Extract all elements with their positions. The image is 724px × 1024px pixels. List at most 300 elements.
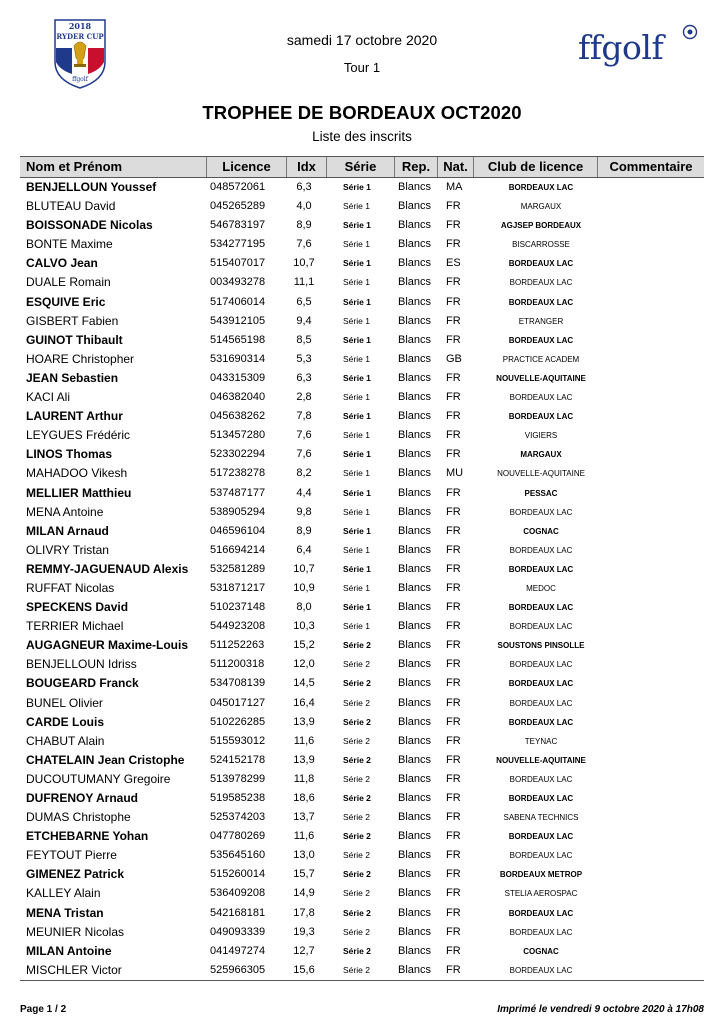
cell-licence: 531690314 <box>210 352 266 365</box>
cell-name: MISCHLER Victor <box>26 962 122 977</box>
cell-club: BORDEAUX LAC <box>509 660 573 670</box>
cell-club: BORDEAUX LAC <box>508 832 574 842</box>
cell-club: NOUVELLE-AQUITAINE <box>497 469 585 479</box>
cell-name: CHATELAIN Jean Cristophe <box>26 752 185 767</box>
cell-serie: Série 1 <box>343 563 371 574</box>
cell-nat: FR <box>446 505 461 518</box>
table-row <box>20 770 704 789</box>
cell-name: MELLIER Matthieu <box>26 485 132 500</box>
cell-serie: Série 1 <box>343 201 370 212</box>
cell-rep: Blancs <box>398 467 432 480</box>
cell-serie: Série 2 <box>343 793 371 803</box>
cell-idx: 18,6 <box>293 792 315 804</box>
cell-idx: 7,6 <box>296 238 312 251</box>
cell-licence: 543912105 <box>210 314 266 327</box>
cell-licence: 510237148 <box>210 601 266 614</box>
cell-idx: 7,6 <box>296 448 312 461</box>
cell-serie: Série 2 <box>343 697 370 708</box>
col-header-club: Club de licence <box>473 157 597 177</box>
cell-rep: Blancs <box>398 429 432 442</box>
cell-idx: 13,0 <box>293 849 315 862</box>
cell-idx: 9,8 <box>296 505 312 518</box>
cell-club: BORDEAUX LAC <box>508 183 574 192</box>
cell-serie: Série 2 <box>343 907 371 918</box>
cell-name: BLUTEAU David <box>26 199 116 214</box>
cell-idx: 7,6 <box>296 429 312 442</box>
cell-name: LEYGUES Frédéric <box>26 428 131 443</box>
cell-club: MARGAUX <box>520 202 562 212</box>
cell-name: CALVO Jean <box>26 256 98 271</box>
cell-rep: Blancs <box>398 486 432 499</box>
table-row <box>20 235 704 254</box>
cell-nat: FR <box>446 543 461 556</box>
table-row <box>20 694 704 713</box>
page-title: TROPHEE DE BORDEAUX OCT2020 <box>202 102 522 123</box>
table-row <box>20 598 704 617</box>
cell-name: SPECKENS David <box>26 600 129 615</box>
cell-club: BORDEAUX LAC <box>509 278 573 288</box>
cell-licence: 046382040 <box>210 391 266 404</box>
event-date: samedi 17 octobre 2020 <box>286 32 438 48</box>
logo-line: RYDER CUP <box>56 32 104 41</box>
cell-licence: 510226285 <box>210 715 266 728</box>
cell-club: BORDEAUX LAC <box>509 545 573 555</box>
cell-idx: 17,8 <box>293 906 315 919</box>
cell-licence: 043315309 <box>210 371 266 384</box>
cell-club: TEYNAC <box>524 736 558 746</box>
cell-rep: Blancs <box>398 562 432 575</box>
cell-name: BONTE Maxime <box>26 237 113 252</box>
cell-licence: 537487177 <box>210 486 266 499</box>
cell-nat: FR <box>446 486 461 499</box>
cell-nat: FR <box>446 906 461 919</box>
cell-nat: FR <box>446 601 461 614</box>
cell-serie: Série 1 <box>343 353 370 364</box>
cell-serie: Série 1 <box>343 239 370 250</box>
cell-idx: 16,4 <box>293 696 315 709</box>
cell-club: BISCARROSSE <box>512 240 570 250</box>
cell-idx: 8,5 <box>296 333 312 346</box>
cell-name: DUFRENOY Arnaud <box>26 791 139 805</box>
cell-club: MARGAUX <box>520 450 562 460</box>
cell-nat: FR <box>446 429 461 442</box>
logo-brand: ffgolf <box>72 76 88 83</box>
cell-licence: 517406014 <box>210 295 266 308</box>
cell-idx: 11,1 <box>293 276 315 289</box>
cell-name: BOUGEARD Franck <box>26 676 139 691</box>
table-row <box>20 827 704 846</box>
cell-club: PRACTICE ACADEM <box>502 354 580 364</box>
cell-licence: 516694214 <box>210 543 266 556</box>
cell-rep: Blancs <box>398 830 432 843</box>
cell-serie: Série 2 <box>343 964 370 975</box>
cell-nat: FR <box>446 562 461 575</box>
cell-nat: GB <box>446 352 462 365</box>
cell-rep: Blancs <box>398 734 432 747</box>
ryder-cup-logo <box>52 18 108 90</box>
cell-rep: Blancs <box>398 219 432 232</box>
cell-name: MENA Tristan <box>26 905 104 920</box>
cell-name: MENA Antoine <box>26 504 104 519</box>
cell-licence: 536409208 <box>210 887 266 900</box>
cell-rep: Blancs <box>398 868 432 881</box>
cell-licence: 514565198 <box>210 333 266 346</box>
cell-rep: Blancs <box>398 963 432 976</box>
cell-idx: 15,2 <box>293 639 315 652</box>
cell-nat: FR <box>446 200 461 213</box>
table-bottom-rule <box>20 980 704 981</box>
table-row <box>20 865 704 884</box>
cell-rep: Blancs <box>398 753 432 766</box>
table-row <box>20 560 704 579</box>
cell-licence: 511252263 <box>210 639 265 652</box>
cell-idx: 15,6 <box>293 963 315 976</box>
cell-nat: FR <box>446 371 461 384</box>
cell-rep: Blancs <box>398 772 432 785</box>
cell-rep: Blancs <box>398 448 432 461</box>
cell-licence: 525966305 <box>210 963 266 976</box>
cell-idx: 4,0 <box>296 200 312 213</box>
cell-club: BORDEAUX LAC <box>508 908 574 918</box>
cell-idx: 8,0 <box>296 601 312 614</box>
cell-name: FEYTOUT Pierre <box>26 848 117 863</box>
cell-licence: 513978299 <box>210 772 266 785</box>
table-row <box>20 503 704 522</box>
cell-nat: FR <box>446 734 461 747</box>
cell-serie: Série 1 <box>343 468 370 479</box>
cell-rep: Blancs <box>398 906 432 919</box>
table-row <box>20 541 704 560</box>
cell-licence: 534277195 <box>210 238 266 251</box>
cell-club: BORDEAUX LAC <box>508 335 574 345</box>
cell-idx: 8,2 <box>296 467 312 480</box>
cell-club: BORDEAUX LAC <box>508 603 574 613</box>
cell-club: BORDEAUX LAC <box>508 679 574 689</box>
cell-serie: Série 1 <box>343 602 371 613</box>
cell-rep: Blancs <box>398 352 432 365</box>
table-row <box>20 426 704 445</box>
cell-rep: Blancs <box>398 295 432 308</box>
cell-idx: 9,4 <box>296 314 312 327</box>
table-row <box>20 197 704 216</box>
col-header-licence: Licence <box>206 157 286 177</box>
cell-idx: 6,4 <box>296 543 312 556</box>
cell-nat: FR <box>446 944 461 957</box>
cell-licence: 517238278 <box>210 467 266 480</box>
cell-club: BORDEAUX LAC <box>508 794 574 803</box>
cell-name: MILAN Antoine <box>26 943 112 958</box>
cell-licence: 515407017 <box>210 257 266 270</box>
cell-rep: Blancs <box>398 276 432 289</box>
cell-nat: ES <box>446 257 461 270</box>
cell-name: ESQUIVE Eric <box>26 294 106 309</box>
cell-rep: Blancs <box>398 371 432 384</box>
cell-rep: Blancs <box>398 391 432 404</box>
cell-club: COGNAC <box>523 526 559 536</box>
cell-nat: FR <box>446 524 461 537</box>
cell-rep: Blancs <box>398 505 432 518</box>
cell-rep: Blancs <box>398 792 432 804</box>
cell-idx: 4,4 <box>296 486 312 499</box>
cell-serie: Série 1 <box>343 506 370 517</box>
cell-serie: Série 2 <box>343 945 371 956</box>
cell-name: LINOS Thomas <box>26 447 113 462</box>
cell-name: MILAN Arnaud <box>26 523 109 538</box>
cell-name: BENJELLOUN Youssef <box>26 180 157 194</box>
table-row <box>20 655 704 674</box>
cell-rep: Blancs <box>398 677 432 690</box>
cell-idx: 11,6 <box>293 734 315 747</box>
print-date: Imprimé le vendredi 9 octobre 2020 à 17h08 <box>497 1004 704 1015</box>
cell-rep: Blancs <box>398 639 432 652</box>
cell-licence: 534708139 <box>210 677 266 690</box>
cell-serie: Série 2 <box>343 716 371 727</box>
cell-name: KALLEY Alain <box>26 886 101 901</box>
round-label: Tour 1 <box>343 60 381 75</box>
col-header-comment: Commentaire <box>597 157 704 177</box>
cell-name: GISBERT Fabien <box>26 313 119 328</box>
cell-nat: FR <box>446 276 461 289</box>
cell-serie: Série 1 <box>343 258 371 269</box>
cell-name: TERRIER Michael <box>26 619 124 634</box>
cell-nat: FR <box>446 658 461 671</box>
cell-licence: 511200318 <box>210 658 265 671</box>
cell-licence: 049093339 <box>210 925 266 938</box>
cell-name: LAURENT Arthur <box>26 409 123 424</box>
cell-club: BORDEAUX LAC <box>508 412 574 422</box>
cell-serie: Série 1 <box>343 277 370 288</box>
cell-licence: 048572061 <box>210 181 266 193</box>
cell-name: HOARE Christopher <box>26 351 135 366</box>
cell-serie: Série 2 <box>343 640 371 651</box>
registrants-table <box>20 156 704 981</box>
table-row <box>20 674 704 693</box>
cell-rep: Blancs <box>398 620 432 633</box>
page-number: Page 1 / 2 <box>20 1004 67 1015</box>
cell-nat: FR <box>446 581 461 594</box>
cell-idx: 11,8 <box>293 772 315 785</box>
table-row <box>20 216 704 235</box>
cell-rep: Blancs <box>398 581 432 594</box>
cell-idx: 19,3 <box>293 925 315 938</box>
cell-serie: Série 2 <box>343 869 371 880</box>
cell-nat: FR <box>446 811 461 824</box>
cell-rep: Blancs <box>398 849 432 862</box>
cell-name: MAHADOO Vikesh <box>26 466 128 481</box>
table-row <box>20 254 704 273</box>
table-row <box>20 923 704 942</box>
cell-serie: Série 1 <box>343 487 371 498</box>
cell-name: CARDE Louis <box>26 714 104 729</box>
cell-idx: 10,3 <box>293 620 315 633</box>
table-row <box>20 369 704 388</box>
cell-licence: 003493278 <box>210 276 266 289</box>
cell-nat: FR <box>446 448 461 461</box>
cell-idx: 8,9 <box>296 219 312 232</box>
table-row <box>20 617 704 636</box>
cell-rep: Blancs <box>398 887 432 900</box>
cell-club: MEDOC <box>526 583 556 593</box>
cell-licence: 544923208 <box>210 620 266 633</box>
table-row <box>20 732 704 751</box>
table-row <box>20 484 704 503</box>
cell-nat: FR <box>446 792 461 804</box>
cell-nat: FR <box>446 753 461 766</box>
ffgolf-logo-text: ffgolf <box>578 28 664 67</box>
cell-name: CHABUT Alain <box>26 733 105 748</box>
cell-club: SABENA TECHNICS <box>503 813 579 823</box>
table-row <box>20 579 704 598</box>
table-body <box>20 178 704 980</box>
cell-idx: 6,3 <box>296 371 312 384</box>
table-row <box>20 331 704 350</box>
cell-serie: Série 1 <box>343 430 370 441</box>
cell-serie: Série 1 <box>343 525 371 536</box>
cell-serie: Série 1 <box>343 315 370 326</box>
cell-rep: Blancs <box>398 944 432 957</box>
cell-rep: Blancs <box>398 715 432 728</box>
cell-serie: Série 1 <box>343 449 371 460</box>
cell-idx: 2,8 <box>296 391 312 404</box>
cell-licence: 532581289 <box>210 562 266 575</box>
table-row <box>20 178 704 197</box>
cell-club: BORDEAUX LAC <box>509 698 573 708</box>
cell-serie: Série 1 <box>343 621 370 632</box>
cell-nat: FR <box>446 715 461 728</box>
cell-rep: Blancs <box>398 658 432 671</box>
cell-licence: 535645160 <box>210 849 266 862</box>
cell-idx: 12,0 <box>293 658 315 671</box>
cell-licence: 531871217 <box>210 581 266 594</box>
cell-rep: Blancs <box>398 257 432 270</box>
cell-licence: 513457280 <box>210 429 266 442</box>
cell-licence: 046596104 <box>210 524 266 537</box>
cell-licence: 041497274 <box>210 944 266 957</box>
cell-rep: Blancs <box>398 524 432 537</box>
cell-club: BORDEAUX LAC <box>509 393 573 403</box>
cell-club: SOUSTONS PINSOLLE <box>497 641 585 651</box>
cell-club: AGJSEP BORDEAUX <box>500 221 582 231</box>
cell-nat: FR <box>446 849 461 862</box>
cell-club: BORDEAUX LAC <box>508 564 574 574</box>
col-header-nat: Nat. <box>437 157 473 177</box>
cell-idx: 5,3 <box>296 352 312 365</box>
table-row <box>20 713 704 732</box>
table-header <box>20 156 704 178</box>
cell-rep: Blancs <box>398 601 432 614</box>
cell-name: BENJELLOUN Idriss <box>26 657 137 672</box>
cell-nat: FR <box>446 696 461 709</box>
cell-nat: FR <box>446 333 461 346</box>
cell-name: OLIVRY Tristan <box>26 542 109 557</box>
cell-nat: FR <box>446 391 461 404</box>
cell-serie: Série 1 <box>343 182 371 192</box>
cell-licence: 524152178 <box>210 753 266 766</box>
cell-idx: 11,6 <box>293 830 315 843</box>
cell-idx: 13,9 <box>293 753 315 766</box>
cell-idx: 6,3 <box>296 181 312 193</box>
cell-rep: Blancs <box>398 333 432 346</box>
table-row <box>20 464 704 483</box>
cell-idx: 6,5 <box>296 295 312 308</box>
page-subtitle: Liste des inscrits <box>312 129 412 144</box>
table-row <box>20 293 704 312</box>
cell-serie: Série 2 <box>343 812 370 823</box>
cell-rep: Blancs <box>398 181 432 193</box>
table-row <box>20 407 704 426</box>
cell-idx: 7,8 <box>296 410 312 423</box>
cell-idx: 13,9 <box>293 715 315 728</box>
cell-serie: Série 2 <box>343 754 371 765</box>
cell-name: MEUNIER Nicolas <box>26 924 125 939</box>
cell-nat: FR <box>446 295 461 308</box>
table-row <box>20 350 704 369</box>
cell-licence: 515260014 <box>210 868 266 881</box>
cell-idx: 13,7 <box>293 811 315 824</box>
cell-serie: Série 1 <box>343 544 370 555</box>
cell-club: BORDEAUX METROP <box>499 870 583 880</box>
table-row <box>20 445 704 464</box>
cell-club: PESSAC <box>524 488 558 498</box>
cell-nat: FR <box>446 639 461 652</box>
cell-rep: Blancs <box>398 314 432 327</box>
cell-idx: 15,7 <box>293 868 315 881</box>
cell-nat: FR <box>446 925 461 938</box>
cell-rep: Blancs <box>398 811 432 824</box>
cell-idx: 10,7 <box>293 257 315 270</box>
cell-club: BORDEAUX LAC <box>509 965 573 975</box>
cell-nat: MU <box>446 467 464 480</box>
table-row <box>20 808 704 827</box>
cell-serie: Série 2 <box>343 678 371 689</box>
col-header-serie: Série <box>326 157 394 177</box>
cell-serie: Série 2 <box>343 831 371 842</box>
cell-club: BORDEAUX LAC <box>508 717 574 727</box>
cell-club: BORDEAUX LAC <box>509 927 573 937</box>
table-row <box>20 388 704 407</box>
cell-name: AUGAGNEUR Maxime-Louis <box>26 638 189 653</box>
cell-nat: FR <box>446 772 461 785</box>
cell-club: BORDEAUX LAC <box>509 622 573 632</box>
col-header-rep: Rep. <box>394 157 437 177</box>
cell-nat: FR <box>446 677 461 690</box>
cell-idx: 10,7 <box>293 562 315 575</box>
cell-licence: 047780269 <box>210 830 266 843</box>
cell-name: BUNEL Olivier <box>26 695 103 710</box>
cell-nat: MA <box>446 181 463 193</box>
cell-licence: 045265289 <box>210 200 266 213</box>
cell-name: RUFFAT Nicolas <box>26 580 115 595</box>
cell-club: VIGIERS <box>524 431 558 441</box>
cell-name: DUMAS Christophe <box>26 810 131 825</box>
cell-licence: 525374203 <box>210 811 266 824</box>
cell-licence: 542168181 <box>210 906 266 919</box>
cell-licence: 515593012 <box>210 734 266 747</box>
cell-rep: Blancs <box>398 543 432 556</box>
cell-serie: Série 1 <box>343 372 371 383</box>
cell-club: BORDEAUX LAC <box>508 297 574 307</box>
table-row <box>20 522 704 541</box>
cell-serie: Série 1 <box>343 296 371 307</box>
table-row <box>20 273 704 292</box>
cell-serie: Série 2 <box>343 850 370 861</box>
cell-name: ETCHEBARNE Yohan <box>26 829 149 844</box>
cell-nat: FR <box>446 868 461 881</box>
cell-serie: Série 2 <box>343 888 370 899</box>
cell-name: GUINOT Thibault <box>26 332 123 347</box>
cell-club: ETRANGER <box>518 316 564 326</box>
cell-name: BOISSONADE Nicolas <box>26 218 153 233</box>
